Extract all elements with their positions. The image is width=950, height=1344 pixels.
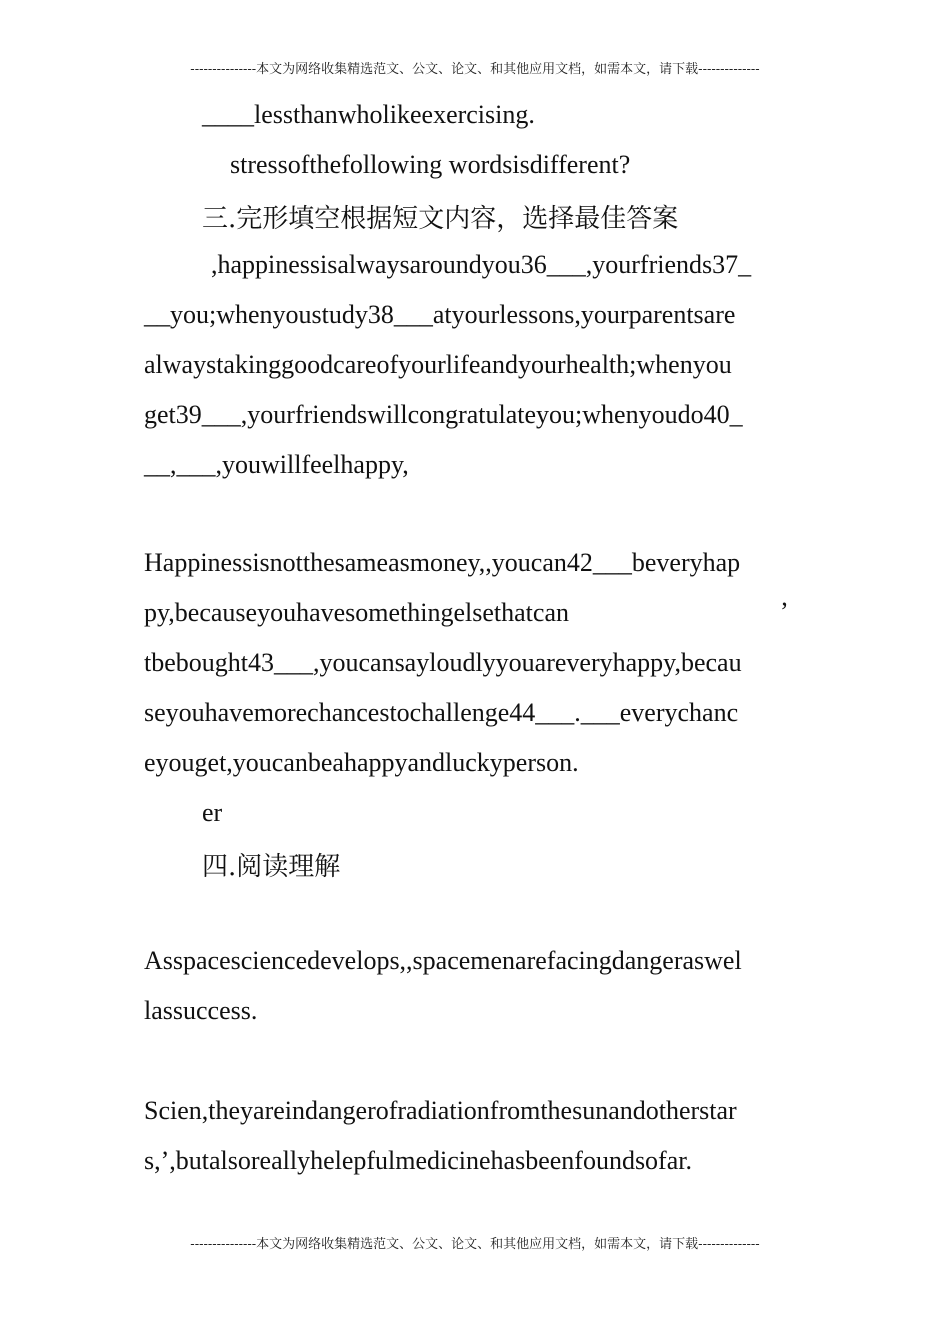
text-line: __,___,youwillfeelhappy, <box>144 450 409 479</box>
text-line: alwaystakinggoodcareofyourlifeandyourhealth;whenyou <box>144 350 732 379</box>
page-footer: ---------------本文为网络收集精选范文、公文、论文、和其他应用文档，如需本文，请下载-------------- <box>190 1237 760 1252</box>
text-line: Scien,theyareindangerofradiationfromthesunandotherstar <box>144 1096 737 1125</box>
text-line: seyouhavemorechancestochallenge44___.___everychanc <box>144 698 739 727</box>
text-line: s,’,butalsoreallyhelepfulmedicinehasbeenfoundsofar. <box>144 1146 692 1175</box>
text-line: py,becauseyouhavesomethingelsethatcan <box>144 598 569 627</box>
text-line: __you;whenyoustudy38___atyourlessons,yourparentsare <box>144 300 736 329</box>
text-line: get39___,yourfriendswillcongratulateyou;whenyoudo40_ <box>144 400 743 429</box>
text-line: lassuccess. <box>144 996 258 1025</box>
text-line: eyouget,youcanbeahappyandluckyperson. <box>144 748 579 777</box>
text-line: ,happinessisalwaysaroundyou36___,yourfriends37_ <box>211 250 752 279</box>
text-line: stressofthefollowing wordsisdifferent? <box>230 150 631 179</box>
stray-apostrophe: ’ <box>780 597 789 626</box>
text-line: er <box>202 798 223 827</box>
section-heading-reading: 四.阅读理解 <box>202 852 341 882</box>
text-line: Asspacesciencedevelops,,spacemenarefacingdangeraswel <box>144 946 742 975</box>
page-header: ---------------本文为网络收集精选范文、公文、论文、和其他应用文档，如需本文，请下载-------------- <box>190 62 760 77</box>
text-line: Happinessisnotthesameasmoney,,youcan42___beveryhap <box>144 548 741 577</box>
text-line: tbebought43___,youcansayloudlyyouareveryhappy,becau <box>144 648 742 677</box>
section-heading-cloze: 三.完形填空根据短文内容，选择最佳答案 <box>202 204 679 234</box>
text-line: ____lessthanwholikeexercising. <box>202 100 535 129</box>
